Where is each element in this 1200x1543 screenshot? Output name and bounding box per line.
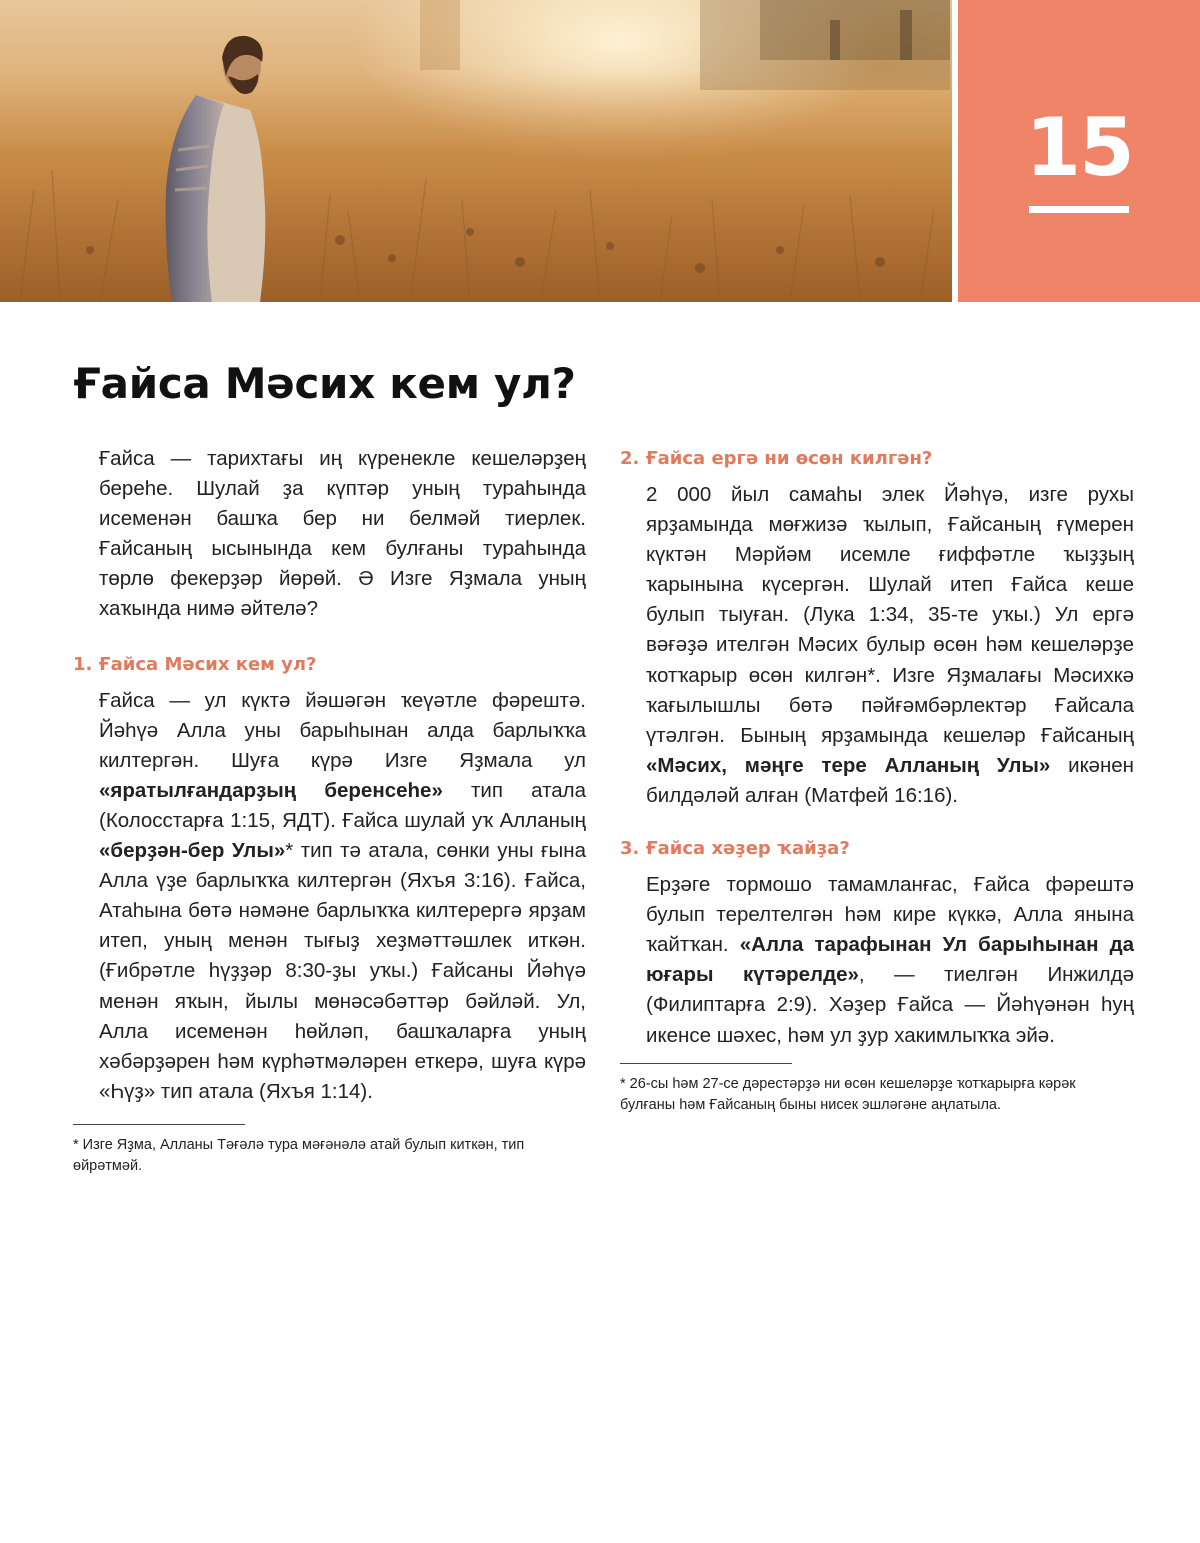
section-2-paragraph: 2 000 йыл самаһы элек Йәһүә, изге рухы ярҙамында мөғжизә ҡылып, Ғайсаның ғүмерен күктән Мәрйәм исемле ғиффәтле ҡыҙҙың ҡарынына күсергән. Шулай итеп Ғайса кеше булып тыуған. (Лука 1:34, 35-те уҡы.) Ул ергә вәғәҙә ителгән Мәсих булыр өсөн һәм кешеләрҙе ҡотҡарыр өсөн килгән*. Изге Яҙмалағы Мәсихкә ҡағылышлы бөтә пәйғәмбәрлектәр Ғайсала үтәлгән. Бының ярҙамында кешеләр Ғайсаның «Мәсих, мәңге тере Алланың Улы» икәнен билдәләй алған (Матфей 16:16). bbox=[646, 483, 1134, 807]
footnote-left: * Изге Яҙма, Алланы Тәғәлә тура мәғәнәлә атай булып киткән, тип өйрәтмәй. bbox=[73, 1136, 525, 1174]
lesson-number-underline bbox=[1029, 206, 1129, 213]
meadow-illustration bbox=[0, 0, 952, 302]
section-2-heading: 2. Ғайса ергә ни өсөн килгән? bbox=[620, 448, 933, 469]
page-title: Ғайса Мәсих кем ул? bbox=[73, 359, 576, 408]
lesson-number-badge bbox=[958, 0, 1200, 302]
emphasis: «берҙән-бер Улы» bbox=[99, 839, 286, 863]
emphasis: «яратылғандарҙың беренсеһе» bbox=[99, 778, 443, 802]
right-column bbox=[620, 444, 1134, 1116]
hero-photo bbox=[0, 0, 952, 302]
section-1-paragraph: Ғайса — ул күктә йәшәгән ҡеүәтле фәрештә. Йәһүә Алла уны барыһынан алда барлыҡҡа килтергән. Шуға күрә Изге Яҙмала ул «яратылғандарҙың беренсеһе» тип атала (Колосстарға 1:15, ЯДТ). Ғайса шулай уҡ Алланың «берҙән-бер Улы»* тип тә атала, сөнки уны ғына Алла үҙе барлыҡҡа килтергән (Яхъя 3:16). Ғайса, Атаһына бөтә нәмәне барлыҡҡа килтерергә ярҙам итеп, уның менән тығыҙ хеҙмәттәшлек иткән. (Ғибрәтле һүҙҙәр 8:30-ҙы уҡы.) Ғайсаны Йәһүә менән яҡын, йылы мөнәсәбәттәр бәйләй. Ул, Алла исеменән һөйләп, башҡаларға уның хәбәрҙәрен һәм күрһәтмәләрен еткерә, шуға күрә «Һүҙ» тип атала (Яхъя 1:14). bbox=[99, 688, 586, 1103]
emphasis: «Мәсих, мәңге тере Алланың Улы» bbox=[646, 753, 1051, 777]
section-3-heading: 3. Ғайса хәҙер ҡайҙа? bbox=[620, 838, 850, 860]
lesson-number: 15 bbox=[1025, 101, 1133, 194]
section-1-heading: 1. Ғайса Мәсих кем ул? bbox=[73, 653, 317, 675]
emphasis: «Алла тарафынан Ул барыһынан да юғары күтәрелде» bbox=[646, 933, 1134, 987]
section-3-paragraph: Ерҙәге тормошо тамамланғас, Ғайса фәрештә булып терелтелгән һәм кире күккә, Алла янына ҡайтҡан. «Алла тарафынан Ул барыһынан да юғары күтәрелде», — тиелгән Инжилдә (Филиптарға 2:9). Хәҙер Ғайса — Йәһүәнән һуң икенсе шәхес, һәм ул ҙур хакимлыҡҡа эйә. bbox=[646, 873, 1134, 1047]
intro-paragraph: Ғайса — тарихтағы иң күренекле кешеләрҙең береһе. Шулай ҙа күптәр уның тураһында исеменән башҡа бер ни белмәй тиерлек. Ғайсаның ысынында кем булғаны тураһында төрлө фекерҙәр йөрөй. Ә Изге Яҙмала уның хаҡында нимә әйтелә? bbox=[99, 447, 586, 621]
left-column bbox=[73, 444, 586, 1177]
footnote-right: * 26-сы һәм 27-се дәрестәрҙә ни өсөн кешеләрҙе ҡотҡарырға кәрәк булғаны һәм Ғайсаның быны нисек эшләгәне аңлатыла. bbox=[620, 1075, 1076, 1113]
